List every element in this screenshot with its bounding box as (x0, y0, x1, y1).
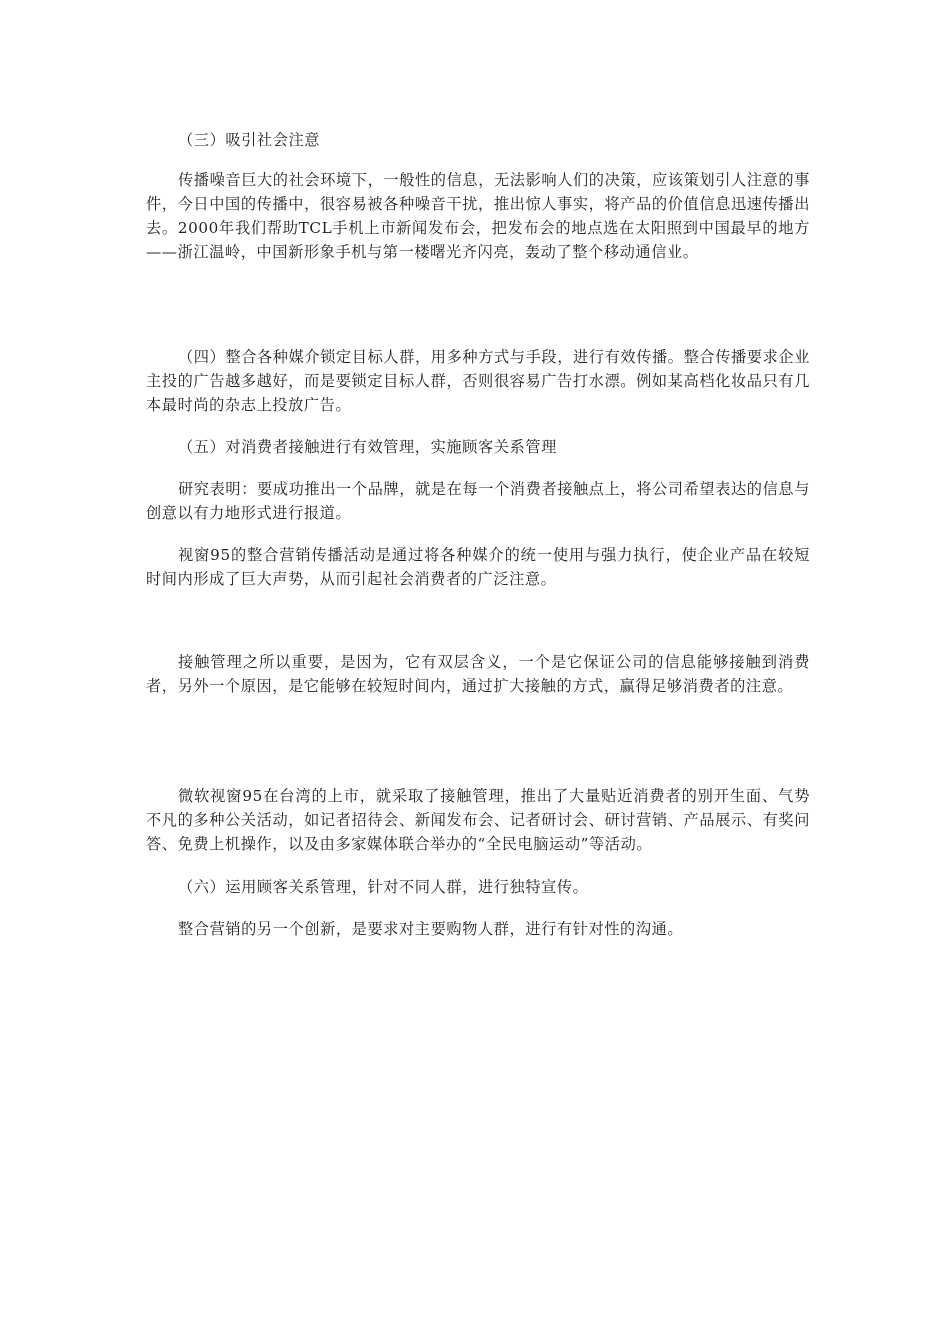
section-heading-5: （五）对消费者接触进行有效管理，实施顾客关系管理 (178, 438, 557, 456)
section-heading-4-paragraph: （四）整合各种媒介锁定目标人群，用多种方式与手段，进行有效传播。整合传播要求企业主投的广告越多越好，而是要锁定目标人群，否则很容易广告打水漂。例如某高档化妆品只有几本最时尚的杂志上投放广告。 (146, 348, 810, 414)
paragraph-contact-management: 接触管理之所以重要，是因为，它有双层含义，一个是它保证公司的信息能够接触到消费者，另外一个原因，是它能够在较短时间内，通过扩大接触的方式，赢得足够消费者的注意。 (146, 653, 810, 695)
paragraph-research-findings: 研究表明：要成功推出一个品牌，就是在每一个消费者接触点上，将公司希望表达的信息与创意以有力地形式进行报道。 (146, 480, 810, 522)
paragraph-integrated-marketing: 整合营销的另一个创新，是要求对主要购物人群，进行有针对性的沟通。 (178, 920, 684, 938)
section-heading-3: （三）吸引社会注意 (178, 131, 321, 149)
section-heading-6: （六）运用顾客关系管理，针对不同人群，进行独特宣传。 (178, 878, 589, 896)
paragraph-windows95-campaign: 视窗95的整合营销传播活动是通过将各种媒介的统一使用与强力执行，使企业产品在较短时间内形成了巨大声势，从而引起社会消费者的广泛注意。 (146, 546, 810, 588)
paragraph-taiwan-launch: 微软视窗95在台湾的上市，就采取了接触管理，推出了大量贴近消费者的别开生面、气势不凡的多种公关活动，如记者招待会、新闻发布会、记者研讨会、研讨营销、产品展示、有奖问答、免费上机操作，以及由多家媒体联合举办的“全民电脑运动”等活动。 (146, 787, 810, 853)
paragraph-attract-attention: 传播噪音巨大的社会环境下，一般性的信息，无法影响人们的决策，应该策划引人注意的事件，今日中国的传播中，很容易被各种噪音干扰，推出惊人事实，将产品的价值信息迅速传播出去。2000年我们帮助TCL手机上市新闻发布会，把发布会的地点选在太阳照到中国最早的地方——浙江温岭，中国新形象手机与第一楼曙光齐闪亮，轰动了整个移动通信业。 (146, 171, 810, 261)
